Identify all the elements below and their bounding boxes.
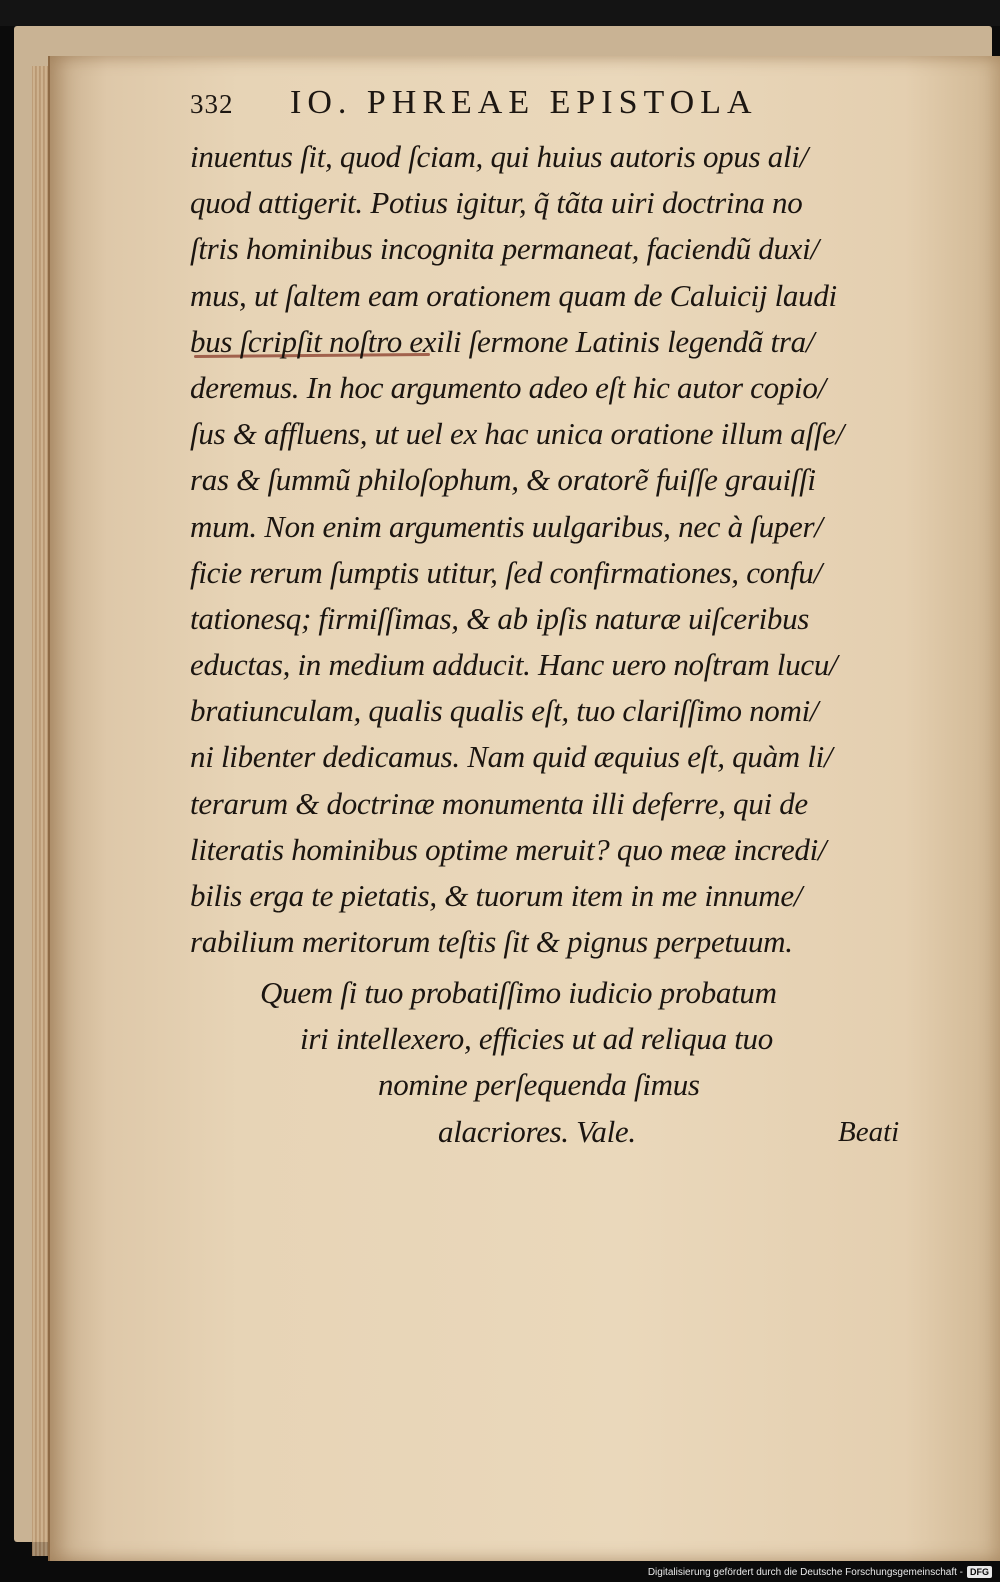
text-line: ſus & affluens, ut uel ex hac unica oratione illum aſſe/ [190, 416, 844, 452]
epistle-body-text [190, 134, 920, 965]
text-line: bus ſcripſit noſtro exili ſermone Latinis legendã tra/ [190, 323, 815, 359]
text-line: literatis hominibus optime meruit? quo meæ incredi/ [190, 831, 827, 867]
closing-line: alacriores. Vale. [438, 1113, 636, 1149]
text-line: ni libenter dedicamus. Nam quid æquius eſt, quàm li/ [190, 739, 833, 775]
text-line: bratiunculam, qualis qualis eſt, tuo clariſſimo nomi/ [190, 693, 819, 729]
closing-line: iri intellexero, efficies ut ad reliqua tuo [300, 1021, 773, 1057]
text-line: inuentus ſit, quod ſciam, qui huius autoris opus ali/ [190, 139, 808, 174]
text-line: mus, ut ſaltem eam orationem quam de Caluicij laudi [190, 277, 837, 313]
closing-paragraph [190, 970, 920, 1155]
text-line: ras & ſummũ philoſophum, & oratorẽ fuiſſe grauiſſi [190, 462, 816, 498]
running-head: IO. PHREAE EPISTOLA [290, 84, 758, 121]
text-line: ſtris hominibus incognita permaneat, faciendũ duxi/ [190, 231, 819, 267]
credit-text: Digitalisierung gefördert durch die Deutsche Forschungsgemeinschaft - [647, 1566, 963, 1578]
dfg-logo: DFG [967, 1566, 992, 1578]
text-line: deremus. In hoc argumento adeo eſt hic autor copio/ [190, 369, 826, 405]
closing-line: Quem ſi tuo probatiſſimo iudicio probatum [260, 975, 777, 1010]
page-header [190, 84, 850, 128]
text-line: terarum & doctrinæ monumenta illi deferre, qui de [190, 785, 808, 821]
digitization-credit [648, 1566, 992, 1578]
scan-top-border [0, 0, 1000, 26]
text-line: eductas, in medium adducit. Hanc uero noſtram lucu/ [190, 647, 838, 683]
text-line: ficie rerum ſumptis utitur, ſed confirmationes, confu/ [190, 554, 822, 590]
catchword: Beati [838, 1116, 900, 1148]
text-line: bilis erga te pietatis, & tuorum item in me innume/ [190, 878, 803, 913]
text-line: tationesq; firmiſſimas, & ab ipſis naturæ uiſceribus [190, 600, 810, 636]
text-line: rabilium meritorum teſtis ſit & pignus perpetuum. [190, 924, 793, 960]
page-number: 332 [190, 89, 234, 119]
closing-line: nomine perſequenda ſimus [378, 1067, 700, 1103]
text-line: mum. Non enim argumentis uulgaribus, nec à ſuper/ [190, 508, 823, 544]
text-line: quod attigerit. Potius igitur, q̃ tãta uiri doctrina no [190, 185, 803, 221]
